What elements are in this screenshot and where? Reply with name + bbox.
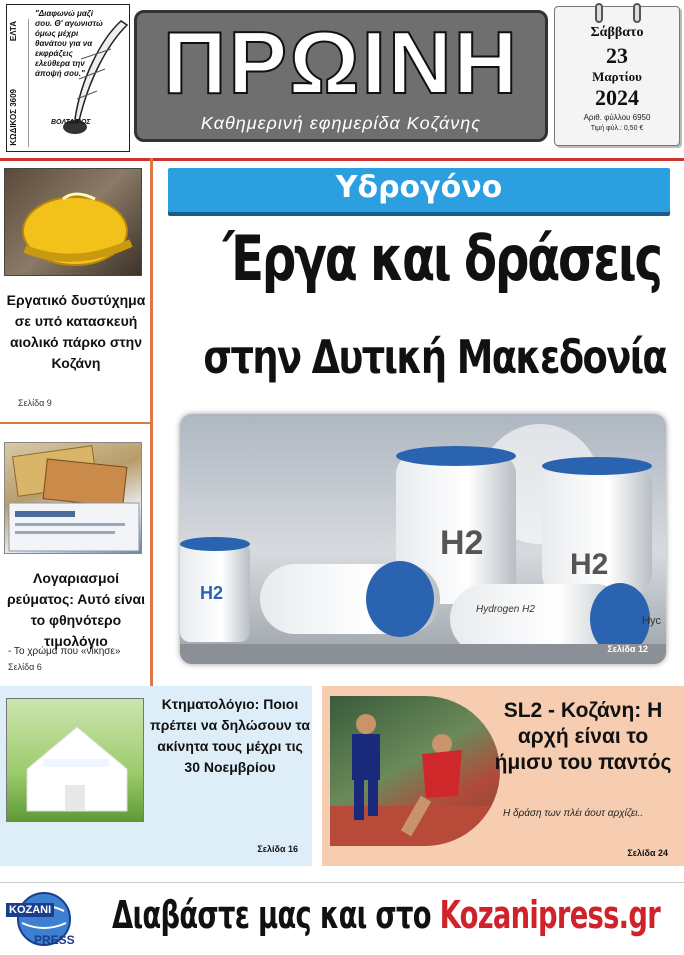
read-us-text — [112, 893, 660, 937]
hydrogen-label: Hydrogen H2 — [476, 604, 535, 615]
left-column-divider — [150, 158, 153, 688]
calendar-ring-icon — [595, 3, 603, 23]
h2-label: H2 — [200, 583, 224, 603]
hydrogen-tanks-photo — [180, 414, 666, 664]
sport-page-ref: Σελίδα 24 — [627, 848, 668, 858]
kozanipress-banner[interactable] — [0, 882, 684, 952]
cadastre-house-photo — [6, 698, 144, 822]
h2-label: H2 — [440, 524, 484, 562]
house-icon — [7, 699, 145, 823]
accident-headline[interactable]: Εργατικό δυστύχημα σε υπό κατασκευή αιολικό πάρκο στην Κοζάνη — [6, 292, 146, 371]
hero-page-ref: Σελίδα 12 — [607, 644, 648, 654]
sport-headline[interactable]: SL2 - Κοζάνη: Η αρχή είναι το ήμισυ του παντός — [494, 699, 672, 774]
issue-day: Σάββατο — [590, 25, 644, 40]
hero-kicker-bar — [168, 168, 670, 212]
hero-headline-line2[interactable]: στην Δυτική Μακεδονία — [203, 330, 667, 384]
electricity-page-ref: Σελίδα 6 — [8, 662, 42, 672]
cadastre-headline[interactable]: Κτηματολόγιο: Ποιοι πρέπει να δηλώσουν τα ακίνητα τους μέχρι τις 30 Νοεμβρίου — [149, 696, 311, 775]
helmet-photo — [4, 168, 142, 276]
logo-press-text: PRESS — [34, 933, 75, 947]
electricity-headline[interactable]: Λογαριασμοί ρεύματος: Αυτό είναι το φθηνότερο τιμολόγιο — [6, 570, 146, 649]
issue-number: Αριθ. φύλλου 6950 — [583, 113, 651, 122]
postal-code-strip — [7, 19, 29, 147]
accident-page-ref: Σελίδα 9 — [18, 398, 52, 408]
read-us-label: Διαβάστε μας και στο — [112, 893, 431, 937]
banknotes-photo — [4, 442, 142, 554]
quote-author: ΒΟΛΤΑΙΡΟΣ — [51, 119, 91, 126]
voltaire-quote: "Διαφωνώ μαζί σου. Θ' αγωνιστώ όμως μέχρι θανάτου για να εκφράζεις ελεύθερα την άποψή σου." — [35, 9, 103, 78]
soccer-photo — [330, 696, 500, 846]
issue-month: Μαρτίου — [592, 69, 642, 84]
issue-price: Τιμή φύλ.: 0,50 € — [590, 125, 644, 132]
kozanipress-link[interactable]: Kozanipress.gr — [439, 893, 660, 937]
hero-kicker: Υδρογόνο — [335, 170, 503, 205]
left-section-divider — [0, 422, 150, 424]
cadastre-page-ref: Σελίδα 16 — [257, 844, 298, 854]
sport-story-box[interactable] — [322, 686, 684, 866]
banknotes-icon — [5, 443, 143, 555]
electricity-bullet: - Το χρώμα που «νίκησε» — [8, 646, 121, 657]
h2-label: H2 — [570, 548, 609, 581]
sport-subline: Η δράση των πλέι άουτ αρχίζει.. — [502, 808, 644, 819]
issue-year: 2024 — [595, 85, 639, 110]
helmet-icon — [5, 169, 142, 276]
kozanipress-logo[interactable] — [4, 889, 104, 949]
quote-box — [6, 4, 130, 152]
masthead-divider — [0, 158, 684, 161]
soccer-players-icon — [330, 696, 500, 846]
masthead-title-box — [134, 10, 548, 142]
logo-kozani-text: KOZANI — [6, 903, 54, 917]
elta-label: ΕΛΤΑ — [9, 21, 18, 42]
calendar-ring-icon — [633, 3, 641, 23]
newspaper-title: ΠΡΩΙΝΗ — [162, 13, 520, 112]
date-calendar — [554, 6, 680, 146]
issue-date: 23 — [606, 43, 628, 68]
newspaper-subtitle: Καθημερινή εφημερίδα Κοζάνης — [200, 113, 482, 133]
hydrogen-tanks-illustration — [180, 414, 666, 664]
hero-headline-line1[interactable]: Έργα και δράσεις — [223, 222, 661, 295]
postal-code-label: ΚΩΔΙΚΟΣ 3609 — [9, 89, 18, 146]
hydrogen-label-partial: Hyc — [642, 615, 661, 627]
